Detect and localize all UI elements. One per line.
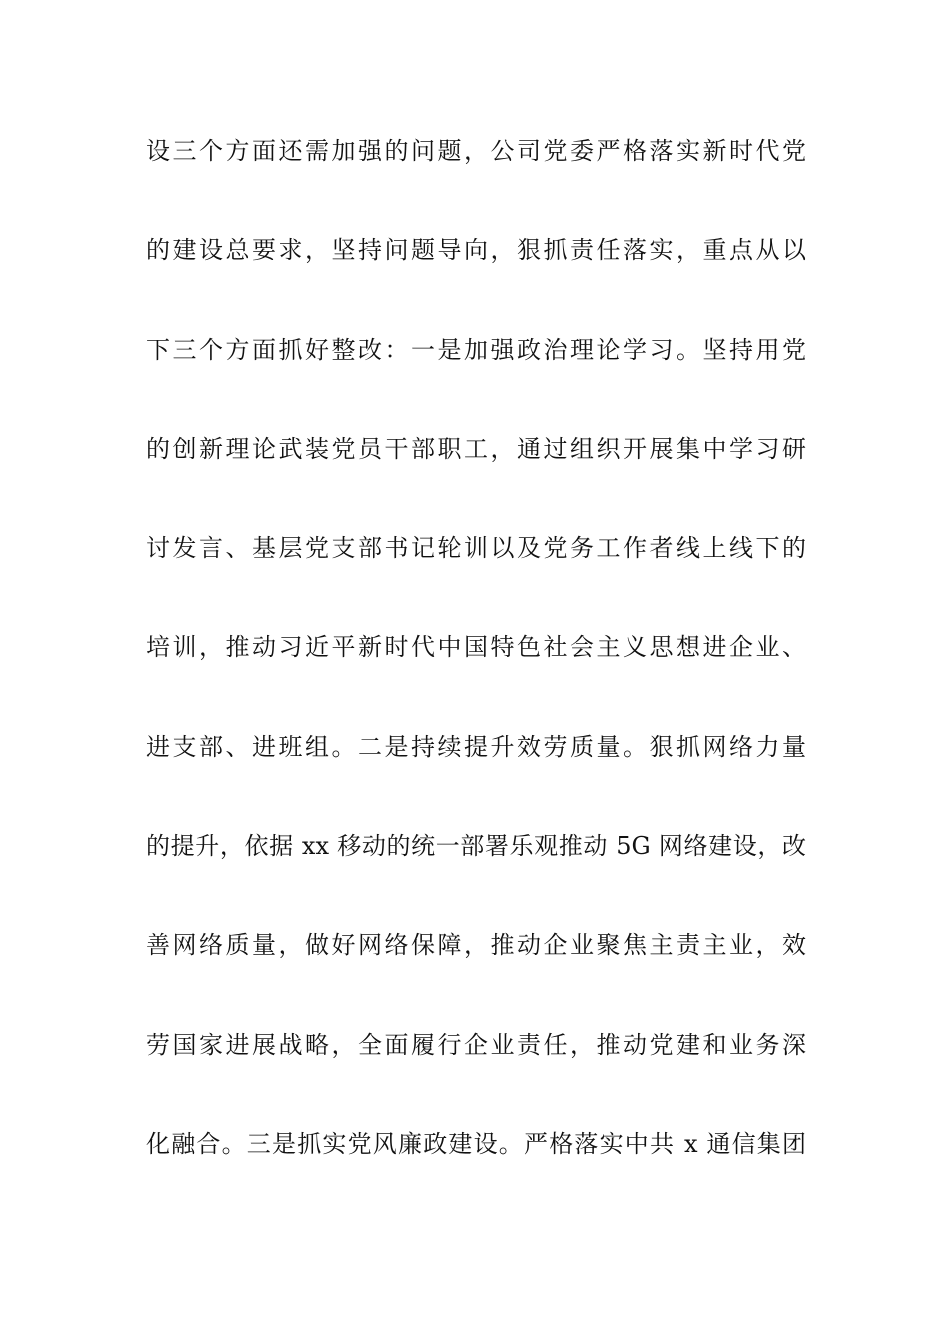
text-line: 的创新理论武装党员干部职工，通过组织开展集中学习研 bbox=[146, 434, 806, 463]
text-line: 设三个方面还需加强的问题，公司党委严格落实新时代党 bbox=[146, 137, 806, 165]
text-line: 下三个方面抓好整改：一是加强政治理论学习。坚持用党 bbox=[146, 335, 806, 364]
text-line: 化融合。三是抓实党风廉政建设。严格落实中共 x 通信集团 bbox=[146, 1129, 806, 1158]
text-line: 的提升，依据 xx 移动的统一部署乐观推动 5G 网络建设，改 bbox=[146, 832, 806, 861]
text-line: 的建设总要求，坚持问题导向，狠抓责任落实，重点从以 bbox=[146, 236, 806, 265]
text-line: 进支部、进班组。二是持续提升效劳质量。狠抓网络力量 bbox=[146, 732, 806, 761]
body-text bbox=[146, 127, 806, 1219]
text-line: 劳国家进展战略，全面履行企业责任，推动党建和业务深 bbox=[146, 1030, 806, 1059]
text-line: 培训，推动习近平新时代中国特色社会主义思想进企业、 bbox=[146, 633, 806, 662]
text-line: 讨发言、基层党支部书记轮训以及党务工作者线上线下的 bbox=[146, 534, 806, 563]
text-line: 善网络质量，做好网络保障，推动企业聚焦主责主业，效 bbox=[146, 931, 806, 960]
